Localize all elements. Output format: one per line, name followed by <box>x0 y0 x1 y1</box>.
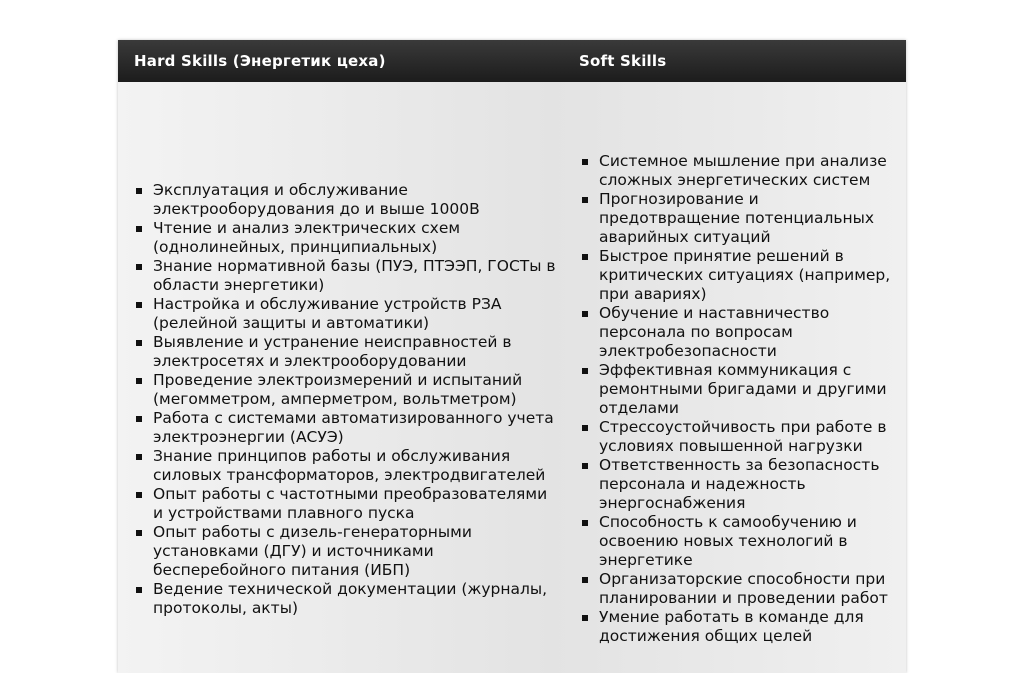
list-item <box>582 513 892 570</box>
square-bullet-icon <box>136 226 142 232</box>
square-bullet-icon <box>582 520 588 526</box>
soft-skills-heading: Soft Skills <box>579 52 667 70</box>
square-bullet-icon <box>582 425 588 431</box>
list-item <box>582 190 892 247</box>
hard-skill-text: Настройка и обслуживание устройств РЗА (релейной защиты и автоматики) <box>153 295 502 332</box>
list-item <box>136 333 556 371</box>
square-bullet-icon <box>136 378 142 384</box>
list-item <box>136 485 556 523</box>
list-item <box>136 580 556 618</box>
hard-skill-text: Опыт работы с частотными преобразователями и устройствами плавного пуска <box>153 485 548 522</box>
square-bullet-icon <box>136 340 142 346</box>
hard-skill-text: Проведение электроизмерений и испытаний (мегомметром, амперметром, вольтметром) <box>153 371 523 408</box>
square-bullet-icon <box>582 311 588 317</box>
list-item <box>582 304 892 361</box>
square-bullet-icon <box>582 159 588 165</box>
list-item <box>136 409 556 447</box>
soft-skill-text: Обучение и наставничество персонала по вопросам электробезопасности <box>599 304 830 360</box>
list-item <box>136 371 556 409</box>
hard-skill-text: Ведение технической документации (журналы, протоколы, акты) <box>153 580 548 617</box>
list-item <box>582 608 892 646</box>
square-bullet-icon <box>582 577 588 583</box>
soft-skill-text: Ответственность за безопасность персонала и надежность энергоснабжения <box>599 456 880 512</box>
table-header <box>118 40 906 82</box>
list-item <box>136 257 556 295</box>
soft-skill-text: Способность к самообучению и освоению новых технологий в энергетике <box>599 513 857 569</box>
soft-skill-text: Эффективная коммуникация с ремонтными бригадами и другими отделами <box>599 361 887 417</box>
list-item <box>582 456 892 513</box>
list-item <box>582 152 892 190</box>
list-item <box>136 181 556 219</box>
list-item <box>136 219 556 257</box>
hard-skill-text: Выявление и устранение неисправностей в электросетях и электрооборудовании <box>153 333 512 370</box>
list-item <box>136 447 556 485</box>
square-bullet-icon <box>136 530 142 536</box>
hard-skill-text: Опыт работы с дизель-генераторными установками (ДГУ) и источниками бесперебойного питания (ИБП) <box>153 523 472 579</box>
soft-skill-text: Стрессоустойчивость при работе в условиях повышенной нагрузки <box>599 418 887 455</box>
square-bullet-icon <box>582 615 588 621</box>
hard-skill-text: Знание принципов работы и обслуживания силовых трансформаторов, электродвигателей <box>153 447 546 484</box>
square-bullet-icon <box>136 454 142 460</box>
skills-table <box>118 40 906 673</box>
hard-skill-text: Чтение и анализ электрических схем (однолинейных, принципиальных) <box>153 219 461 256</box>
soft-skill-text: Быстрое принятие решений в критических ситуациях (например, при авариях) <box>599 247 891 303</box>
square-bullet-icon <box>582 463 588 469</box>
hard-skill-text: Работа с системами автоматизированного учета электроэнергии (АСУЭ) <box>153 409 554 446</box>
square-bullet-icon <box>136 188 142 194</box>
square-bullet-icon <box>136 302 142 308</box>
table-body <box>118 82 906 673</box>
list-item <box>136 295 556 333</box>
hard-skill-text: Знание нормативной базы (ПУЭ, ПТЭЭП, ГОСТы в области энергетики) <box>153 257 556 294</box>
list-item <box>136 523 556 580</box>
square-bullet-icon <box>136 492 142 498</box>
soft-skill-text: Системное мышление при анализе сложных энергетических систем <box>599 152 887 189</box>
soft-skills-list <box>582 152 892 646</box>
square-bullet-icon <box>582 254 588 260</box>
square-bullet-icon <box>582 368 588 374</box>
soft-skill-text: Организаторские способности при планировании и проведении работ <box>599 570 888 607</box>
square-bullet-icon <box>136 264 142 270</box>
hard-skills-list <box>136 181 556 618</box>
list-item <box>582 247 892 304</box>
square-bullet-icon <box>136 416 142 422</box>
square-bullet-icon <box>582 197 588 203</box>
hard-skills-heading: Hard Skills (Энергетик цеха) <box>134 52 386 70</box>
list-item <box>582 418 892 456</box>
soft-skill-text: Прогнозирование и предотвращение потенциальных аварийных ситуаций <box>599 190 875 246</box>
square-bullet-icon <box>136 587 142 593</box>
soft-skill-text: Умение работать в команде для достижения общих целей <box>599 608 864 645</box>
hard-skill-text: Эксплуатация и обслуживание электрооборудования до и выше 1000В <box>153 181 480 218</box>
list-item <box>582 570 892 608</box>
list-item <box>582 361 892 418</box>
